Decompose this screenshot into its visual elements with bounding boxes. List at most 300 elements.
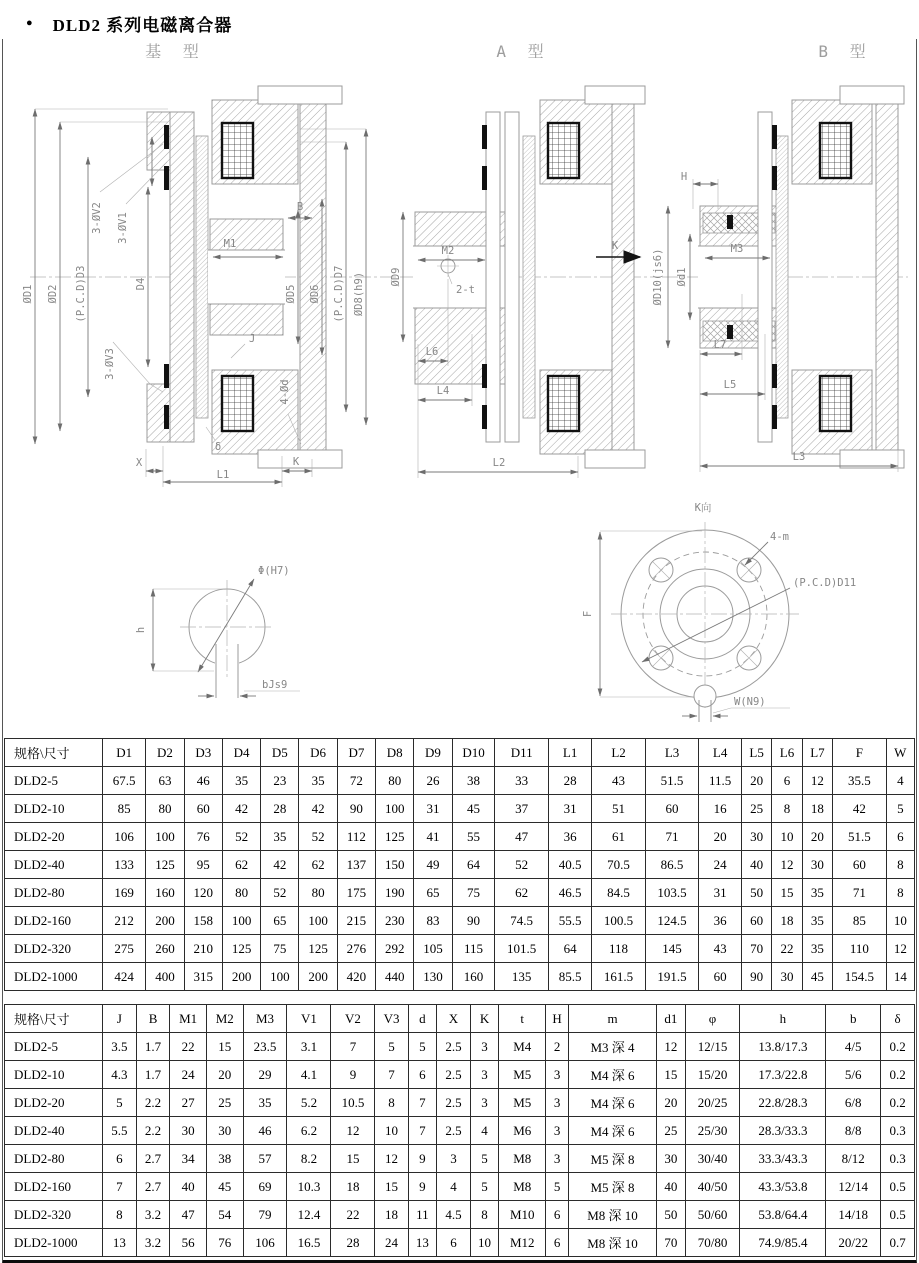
table-row <box>5 1229 915 1257</box>
cell-value: 105 <box>414 935 452 963</box>
cell-value: 6 <box>546 1201 569 1229</box>
cell-value: 130 <box>414 963 452 991</box>
cell-value: 40.5 <box>548 851 591 879</box>
cell-value: 61 <box>592 823 646 851</box>
cell-value: 11 <box>408 1201 437 1229</box>
column-header: M1 <box>170 1005 207 1033</box>
column-header: V3 <box>375 1005 408 1033</box>
column-header: L4 <box>699 739 742 767</box>
cell-value: 85 <box>833 907 887 935</box>
column-header: V2 <box>331 1005 375 1033</box>
cell-value: 69 <box>243 1173 287 1201</box>
cell-value: 79 <box>243 1201 287 1229</box>
cell-value: 20/22 <box>826 1229 881 1257</box>
cell-value: 3 <box>437 1145 471 1173</box>
cell-value: 43 <box>699 935 742 963</box>
kview-label-w: W(N9) <box>734 696 766 708</box>
cell-value: 90 <box>452 907 495 935</box>
cell-value: 20 <box>657 1089 686 1117</box>
column-header: M2 <box>206 1005 243 1033</box>
row-label: DLD2-10 <box>5 795 103 823</box>
cell-value: 46 <box>184 767 222 795</box>
cell-value: 11.5 <box>699 767 742 795</box>
cell-value: 8/12 <box>826 1145 881 1173</box>
cell-value: 72 <box>337 767 375 795</box>
cell-value: 70/80 <box>685 1229 740 1257</box>
dim-label-d1: ØD1 <box>22 284 34 304</box>
dim-label-m1: M1 <box>223 238 237 250</box>
cell-value: 20 <box>206 1061 243 1089</box>
page-title-row <box>0 0 919 39</box>
cell-value: 31 <box>699 879 742 907</box>
cell-value: 18 <box>802 795 832 823</box>
cell-value: 10 <box>772 823 802 851</box>
leader-label-2t: 2-t <box>456 284 475 296</box>
cell-value: 6 <box>437 1229 471 1257</box>
a-type-title: A 型 <box>496 42 550 61</box>
cell-value: 50 <box>741 879 771 907</box>
cell-value: 7 <box>331 1033 375 1061</box>
cell-value: M6 <box>499 1117 546 1145</box>
row-label: DLD2-5 <box>5 767 103 795</box>
cell-value: 18 <box>375 1201 408 1229</box>
cell-value: 4 <box>886 767 914 795</box>
cell-value: 3 <box>546 1145 569 1173</box>
cell-value: M5 <box>499 1089 546 1117</box>
drawing-a-type <box>390 86 660 478</box>
cell-value: 75 <box>261 935 299 963</box>
cell-value: 75 <box>452 879 495 907</box>
cell-value: 5 <box>375 1033 408 1061</box>
table-row <box>5 795 915 823</box>
column-header: V1 <box>287 1005 331 1033</box>
cell-value: 169 <box>103 879 146 907</box>
cell-value: 24 <box>375 1229 408 1257</box>
row-label: DLD2-20 <box>5 1089 103 1117</box>
cell-value: 7 <box>408 1089 437 1117</box>
cell-value: 10.3 <box>287 1173 331 1201</box>
cell-value: 12/15 <box>685 1033 740 1061</box>
drawing-base-type <box>22 86 396 487</box>
cell-value: 6 <box>408 1061 437 1089</box>
cell-value: 50/60 <box>685 1201 740 1229</box>
dim-label-d5: ØD5 <box>285 284 297 304</box>
cell-value: 212 <box>103 907 146 935</box>
cell-value: 80 <box>222 879 260 907</box>
leader-label-4d: 4-Ød <box>279 379 291 405</box>
table-row <box>5 1201 915 1229</box>
cell-value: 120 <box>184 879 222 907</box>
cell-value: 51 <box>592 795 646 823</box>
cell-value: 275 <box>103 935 146 963</box>
drawing-k-view <box>582 501 856 722</box>
leader-label-v1: 3-ØV1 <box>117 212 129 244</box>
cell-value: 30 <box>170 1117 207 1145</box>
column-header: B <box>136 1005 170 1033</box>
cell-value: 60 <box>184 795 222 823</box>
cell-value: 7 <box>408 1117 437 1145</box>
cell-value: 3 <box>470 1089 499 1117</box>
dim-label-j: J <box>249 333 256 345</box>
cell-value: 115 <box>452 935 495 963</box>
cell-value: 60 <box>833 851 887 879</box>
cell-value: 5/6 <box>826 1061 881 1089</box>
cell-value: 80 <box>146 795 184 823</box>
cell-value: 175 <box>337 879 375 907</box>
column-header: D4 <box>222 739 260 767</box>
cell-value: 12.4 <box>287 1201 331 1229</box>
cell-value: 62 <box>222 851 260 879</box>
cell-value: 70 <box>741 935 771 963</box>
cell-value: 424 <box>103 963 146 991</box>
cell-value: M4 深 6 <box>568 1117 656 1145</box>
cell-value: 35 <box>802 907 832 935</box>
cell-value: 60 <box>645 795 699 823</box>
cell-value: 15 <box>772 879 802 907</box>
row-label: DLD2-80 <box>5 1145 103 1173</box>
row-label: DLD2-20 <box>5 823 103 851</box>
cell-value: 53.8/64.4 <box>740 1201 826 1229</box>
cell-value: 160 <box>146 879 184 907</box>
cell-value: 65 <box>261 907 299 935</box>
cell-value: 8 <box>886 851 914 879</box>
cell-value: 0.3 <box>881 1117 915 1145</box>
cell-value: 3.1 <box>287 1033 331 1061</box>
cell-value: 76 <box>206 1229 243 1257</box>
table-row <box>5 851 915 879</box>
cell-value: 200 <box>299 963 337 991</box>
dim-label-m3: M3 <box>730 243 744 255</box>
dim-label-b: B <box>296 201 304 213</box>
cell-value: 28.3/33.3 <box>740 1117 826 1145</box>
cell-value: 100 <box>261 963 299 991</box>
cell-value: M3 深 4 <box>568 1033 656 1061</box>
cell-value: 3 <box>470 1033 499 1061</box>
cell-value: 112 <box>337 823 375 851</box>
cell-value: 20 <box>699 823 742 851</box>
dim-label-delta: δ <box>214 441 222 453</box>
cell-value: 33 <box>495 767 549 795</box>
cell-value: 14 <box>886 963 914 991</box>
cell-value: 67.5 <box>103 767 146 795</box>
cell-value: 50 <box>657 1201 686 1229</box>
dim-label-d10: ØD10(js6) <box>652 248 664 306</box>
header-row <box>5 1005 915 1033</box>
cell-value: 37 <box>495 795 549 823</box>
cell-value: 100 <box>299 907 337 935</box>
cell-value: 12 <box>657 1033 686 1061</box>
cell-value: 215 <box>337 907 375 935</box>
cell-value: 22 <box>170 1033 207 1061</box>
cell-value: 5.2 <box>287 1089 331 1117</box>
dim-label-d4: D4 <box>135 277 147 291</box>
cell-value: 24 <box>699 851 742 879</box>
cell-value: 190 <box>376 879 414 907</box>
cell-value: M8 深 10 <box>568 1229 656 1257</box>
cell-value: 20 <box>802 823 832 851</box>
column-header: X <box>437 1005 471 1033</box>
cell-value: 6.2 <box>287 1117 331 1145</box>
cell-value: 7 <box>103 1173 137 1201</box>
column-header: L2 <box>592 739 646 767</box>
cell-value: 6 <box>546 1229 569 1257</box>
table-row <box>5 1145 915 1173</box>
column-header: K <box>470 1005 499 1033</box>
drawing-b-type <box>652 86 908 472</box>
cell-value: 110 <box>833 935 887 963</box>
cell-value: 64 <box>548 935 591 963</box>
cell-value: 292 <box>376 935 414 963</box>
cell-value: 74.9/85.4 <box>740 1229 826 1257</box>
cell-value: 74.5 <box>495 907 549 935</box>
table-row <box>5 1033 915 1061</box>
column-header: δ <box>881 1005 915 1033</box>
cell-value: 137 <box>337 851 375 879</box>
cell-value: 63 <box>146 767 184 795</box>
cell-value: 28 <box>261 795 299 823</box>
dim-label-m2: M2 <box>441 245 455 257</box>
dim-label-l5: L5 <box>723 379 737 391</box>
cell-value: 86.5 <box>645 851 699 879</box>
cell-value: 65 <box>414 879 452 907</box>
cell-value: 60 <box>699 963 742 991</box>
kview-label-4m: 4-m <box>770 531 789 543</box>
cell-value: 9 <box>331 1061 375 1089</box>
cell-value: 20 <box>741 767 771 795</box>
cell-value: 0.7 <box>881 1229 915 1257</box>
kview-label-pcd: (P.C.D)D11 <box>793 577 857 589</box>
cell-value: 40 <box>170 1173 207 1201</box>
cell-value: 2.5 <box>437 1117 471 1145</box>
cell-value: 3 <box>546 1117 569 1145</box>
table-row <box>5 823 915 851</box>
cell-value: 5 <box>546 1173 569 1201</box>
cell-value: 1.7 <box>136 1033 170 1061</box>
row-label: DLD2-10 <box>5 1061 103 1089</box>
dimension-table-2 <box>4 1004 915 1257</box>
column-header: m <box>568 1005 656 1033</box>
cell-value: 1.7 <box>136 1061 170 1089</box>
column-header: 规格\尺寸 <box>5 1005 103 1033</box>
cell-value: 154.5 <box>833 963 887 991</box>
cell-value: 125 <box>299 935 337 963</box>
cell-value: 64 <box>452 851 495 879</box>
column-header: d1 <box>657 1005 686 1033</box>
cell-value: 13 <box>408 1229 437 1257</box>
cell-value: 40/50 <box>685 1173 740 1201</box>
cell-value: 125 <box>376 823 414 851</box>
cell-value: 51.5 <box>645 767 699 795</box>
cell-value: 4.3 <box>103 1061 137 1089</box>
cell-value: 45 <box>802 963 832 991</box>
b-type-title: B 型 <box>818 42 872 61</box>
column-header: φ <box>685 1005 740 1033</box>
cell-value: 276 <box>337 935 375 963</box>
cell-value: 161.5 <box>592 963 646 991</box>
cell-value: 15 <box>206 1033 243 1061</box>
cell-value: 440 <box>376 963 414 991</box>
cell-value: 135 <box>495 963 549 991</box>
cell-value: 5 <box>470 1173 499 1201</box>
cell-value: 133 <box>103 851 146 879</box>
bullet-icon: ● <box>26 16 33 29</box>
column-header: L6 <box>772 739 802 767</box>
cell-value: 25 <box>741 795 771 823</box>
cell-value: 45 <box>452 795 495 823</box>
cell-value: 33.3/43.3 <box>740 1145 826 1173</box>
cell-value: 6 <box>772 767 802 795</box>
column-header: D3 <box>184 739 222 767</box>
cell-value: 22 <box>772 935 802 963</box>
cell-value: 18 <box>331 1173 375 1201</box>
column-header: D1 <box>103 739 146 767</box>
cell-value: 16 <box>699 795 742 823</box>
column-header: D10 <box>452 739 495 767</box>
dim-label-l3: L3 <box>792 451 806 463</box>
row-label: DLD2-5 <box>5 1033 103 1061</box>
cell-value: 10.5 <box>331 1089 375 1117</box>
cell-value: 150 <box>376 851 414 879</box>
cell-value: 25 <box>657 1117 686 1145</box>
cell-value: 36 <box>699 907 742 935</box>
cell-value: 40 <box>657 1173 686 1201</box>
cell-value: 2.5 <box>437 1033 471 1061</box>
column-header: D11 <box>495 739 549 767</box>
cell-value: 5 <box>886 795 914 823</box>
cell-value: 14/18 <box>826 1201 881 1229</box>
cell-value: M10 <box>499 1201 546 1229</box>
cell-value: 38 <box>452 767 495 795</box>
cell-value: 2.2 <box>136 1117 170 1145</box>
cell-value: 90 <box>337 795 375 823</box>
cell-value: 55 <box>452 823 495 851</box>
cell-value: 52 <box>495 851 549 879</box>
cell-value: 6 <box>886 823 914 851</box>
cell-value: 84.5 <box>592 879 646 907</box>
dim-label-d8: ØD8(h9) <box>353 271 365 317</box>
cell-value: 8 <box>886 879 914 907</box>
column-header: L3 <box>645 739 699 767</box>
cell-value: 28 <box>331 1229 375 1257</box>
cell-value: 56 <box>170 1229 207 1257</box>
cell-value: 4 <box>437 1173 471 1201</box>
cell-value: 400 <box>146 963 184 991</box>
cell-value: 52 <box>261 879 299 907</box>
cell-value: 100 <box>146 823 184 851</box>
cell-value: 12 <box>375 1145 408 1173</box>
dim-label-h-cap: H <box>680 171 688 183</box>
cell-value: 100.5 <box>592 907 646 935</box>
cell-value: 106 <box>243 1229 287 1257</box>
cell-value: 2.2 <box>136 1089 170 1117</box>
cell-value: M4 <box>499 1033 546 1061</box>
cell-value: 3.5 <box>103 1033 137 1061</box>
cell-value: 52 <box>222 823 260 851</box>
cell-value: 30 <box>741 823 771 851</box>
cell-value: 0.5 <box>881 1173 915 1201</box>
cell-value: 8.2 <box>287 1145 331 1173</box>
table-row <box>5 907 915 935</box>
row-label: DLD2-320 <box>5 1201 103 1229</box>
cell-value: 60 <box>741 907 771 935</box>
keyway-label-h: h <box>135 626 147 634</box>
cell-value: 70 <box>657 1229 686 1257</box>
cell-value: 35 <box>299 767 337 795</box>
column-header: D9 <box>414 739 452 767</box>
cell-value: 420 <box>337 963 375 991</box>
cell-value: 52 <box>299 823 337 851</box>
cell-value: 45 <box>206 1173 243 1201</box>
cell-value: 30 <box>657 1145 686 1173</box>
cell-value: 17.3/22.8 <box>740 1061 826 1089</box>
cell-value: 15 <box>331 1145 375 1173</box>
cell-value: 100 <box>376 795 414 823</box>
cell-value: 4.5 <box>437 1201 471 1229</box>
cell-value: 15 <box>375 1173 408 1201</box>
dim-label-l2: L2 <box>492 457 506 469</box>
cell-value: 26 <box>414 767 452 795</box>
cell-value: 125 <box>222 935 260 963</box>
column-header: L5 <box>741 739 771 767</box>
cell-value: 25/30 <box>685 1117 740 1145</box>
cell-value: 27 <box>170 1089 207 1117</box>
cell-value: 145 <box>645 935 699 963</box>
cell-value: 51.5 <box>833 823 887 851</box>
cell-value: 118 <box>592 935 646 963</box>
view-arrow-label-k: K <box>611 240 619 252</box>
cell-value: 57 <box>243 1145 287 1173</box>
dim-label-d1-small: Ød1 <box>676 267 688 287</box>
cell-value: 43 <box>592 767 646 795</box>
cell-value: 3 <box>546 1061 569 1089</box>
cell-value: 3 <box>546 1089 569 1117</box>
dimension-table-1 <box>4 738 915 991</box>
cell-value: 200 <box>222 963 260 991</box>
cell-value: M12 <box>499 1229 546 1257</box>
cell-value: 31 <box>414 795 452 823</box>
dim-label-l7: L7 <box>713 339 727 351</box>
cell-value: 85.5 <box>548 963 591 991</box>
cell-value: 124.5 <box>645 907 699 935</box>
cell-value: 10 <box>375 1117 408 1145</box>
cell-value: 42 <box>261 851 299 879</box>
cell-value: 71 <box>645 823 699 851</box>
cell-value: 35 <box>261 823 299 851</box>
cell-value: 160 <box>452 963 495 991</box>
cell-value: 12 <box>886 935 914 963</box>
row-label: DLD2-1000 <box>5 1229 103 1257</box>
cell-value: 46 <box>243 1117 287 1145</box>
cell-value: 106 <box>103 823 146 851</box>
cell-value: 46.5 <box>548 879 591 907</box>
cell-value: 0.2 <box>881 1061 915 1089</box>
dim-label-k-base: K <box>292 456 300 468</box>
column-header: M3 <box>243 1005 287 1033</box>
row-label: DLD2-160 <box>5 907 103 935</box>
drawing-keyway-detail <box>135 565 300 698</box>
cell-value: 43.3/53.8 <box>740 1173 826 1201</box>
cell-value: 4 <box>470 1117 499 1145</box>
cell-value: 36 <box>548 823 591 851</box>
cell-value: 8/8 <box>826 1117 881 1145</box>
cell-value: 90 <box>741 963 771 991</box>
cell-value: M4 深 6 <box>568 1061 656 1089</box>
cell-value: 210 <box>184 935 222 963</box>
cell-value: 12/14 <box>826 1173 881 1201</box>
base-type-title: 基 型 <box>145 42 205 61</box>
k-view-title: K向 <box>694 502 712 514</box>
column-header: D6 <box>299 739 337 767</box>
